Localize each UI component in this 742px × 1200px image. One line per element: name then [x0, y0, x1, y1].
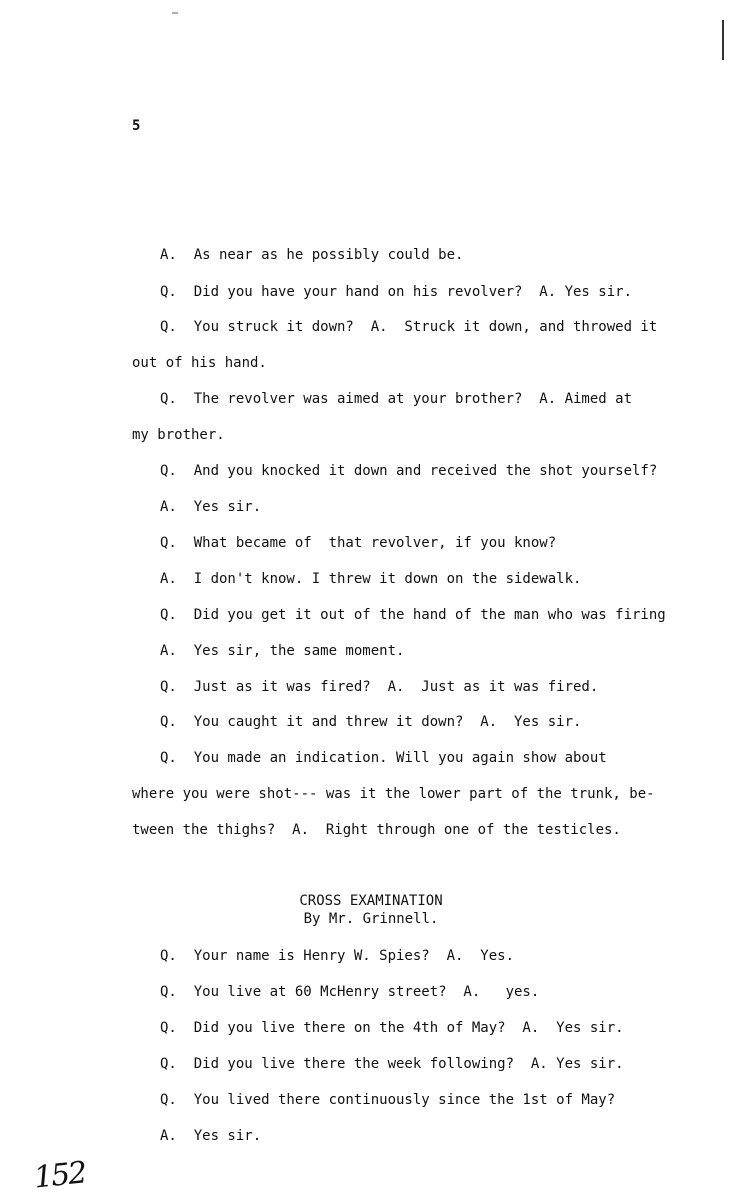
- section-title: CROSS EXAMINATION: [299, 893, 443, 909]
- testimony-line: A. I don't know. I threw it down on the sidewalk.: [160, 571, 582, 587]
- testimony-line: Q. You caught it and threw it down? A. Yes sir.: [160, 714, 582, 730]
- handwritten-page-number: 152: [32, 1155, 87, 1196]
- testimony-line: my brother.: [132, 427, 225, 443]
- testimony-line: A. As near as he possibly could be.: [160, 247, 464, 263]
- cross-line: A. Yes sir.: [160, 1128, 262, 1144]
- testimony-line: Q. Did you get it out of the hand of the man who was firing: [160, 607, 666, 623]
- testimony-line: Q. Just as it was fired? A. Just as it was fired.: [160, 679, 599, 695]
- section-subtitle: By Mr. Grinnell.: [303, 911, 439, 927]
- testimony-line: where you were shot--- was it the lower part of the trunk, be-: [132, 786, 655, 802]
- testimony-line: A. Yes sir.: [160, 499, 262, 515]
- testimony-line: Q. Did you have your hand on his revolver? A. Yes sir.: [160, 284, 633, 300]
- testimony-line: Q. The revolver was aimed at your brother? A. Aimed at: [160, 391, 633, 407]
- testimony-line: A. Yes sir, the same moment.: [160, 643, 405, 659]
- scan-speck: [172, 12, 178, 14]
- testimony-line: Q. You made an indication. Will you again show about: [160, 750, 607, 766]
- testimony-line: Q. You struck it down? A. Struck it down, and throwed it: [160, 319, 658, 335]
- cross-line: Q. Did you live there on the 4th of May? A. Yes sir.: [160, 1020, 624, 1036]
- testimony-line: Q. What became of that revolver, if you know?: [160, 535, 557, 551]
- scan-edge-mark: [722, 20, 724, 60]
- page-number: 5: [132, 118, 141, 134]
- cross-line: Q. Did you live there the week following? A. Yes sir.: [160, 1056, 624, 1072]
- cross-line: Q. You lived there continuously since the 1st of May?: [160, 1092, 616, 1108]
- cross-line: Q. You live at 60 McHenry street? A. yes.: [160, 984, 540, 1000]
- testimony-line: out of his hand.: [132, 355, 267, 371]
- testimony-line: tween the thighs? A. Right through one of the testicles.: [132, 822, 621, 838]
- cross-line: Q. Your name is Henry W. Spies? A. Yes.: [160, 948, 515, 964]
- testimony-line: Q. And you knocked it down and received the shot yourself?: [160, 463, 658, 479]
